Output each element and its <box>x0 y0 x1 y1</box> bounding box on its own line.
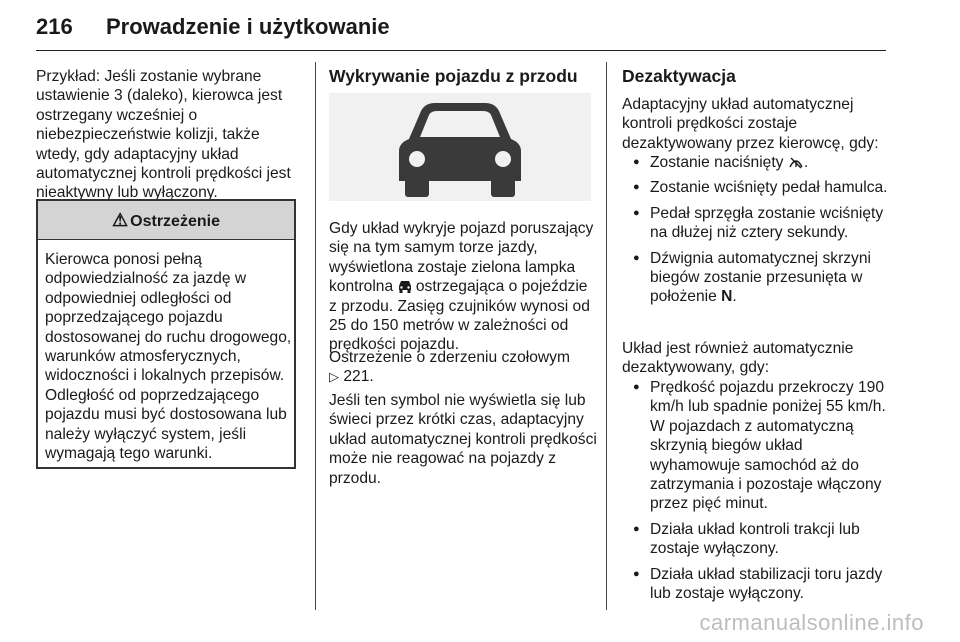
warning-triangle-icon: ⚠ <box>112 210 129 230</box>
list-item: ● Działa układ kontroli trakcji lub zostaje wyłączony. <box>622 520 890 559</box>
warning-header <box>38 201 294 240</box>
page-number: 216 <box>36 14 73 39</box>
warning-box <box>36 199 296 469</box>
list-item-text: Zostanie naciśnięty <box>650 154 784 171</box>
list-item <box>622 153 890 172</box>
list-item: ● Działa układ stabilizacji toru jazdy lub zostaje wyłączony. <box>622 565 890 604</box>
paragraph-symbol: Jeśli ten symbol nie wyświetla się lub świeci przez krótki czas, adaptacyjny układ automatycznej kontroli prędkości może nie reagować na pojazdy z przodu. <box>329 392 597 487</box>
gear-position-label: N <box>721 288 733 306</box>
deactivation-intro: Adaptacyjny układ automatycznej kontroli prędkości zostaje dezaktywowany przez kierowcę, gdy: <box>622 96 879 152</box>
section-heading-deactivation: Dezaktywacja <box>622 66 736 86</box>
auto-deactivation-list <box>622 378 890 609</box>
list-item-punct: . <box>803 154 809 171</box>
auto-deactivation-intro: Układ jest również automatycznie dezaktywowany, gdy: <box>622 340 854 377</box>
vehicle-ahead-figure <box>329 93 591 201</box>
collision-reference <box>329 348 597 387</box>
warning-title: Ostrzeżenie <box>130 213 220 230</box>
list-item: ● Zostanie wciśnięty pedał hamulca. <box>622 178 890 197</box>
page-reference-arrow-icon: ▷ <box>329 369 339 385</box>
driver-deactivation-list <box>622 153 890 313</box>
paragraph-detection <box>329 219 597 355</box>
list-item: ● Pedał sprzęgła zostanie wciśnięty na dłużej niż cztery sekundy. <box>622 204 890 243</box>
list-item-punct: . <box>732 288 737 306</box>
intro-paragraph: Przykład: Jeśli zostanie wybrane ustawienie 3 (daleko), kierowca jest ostrzegany wcześniej o niebezpieczeństwie kolizji, także wtedy, gdy adaptacyjny układ automatycznej kontroli prędkości jest nieaktywny lub wyłączony. <box>36 68 291 202</box>
vehicle-ahead-icon <box>398 280 412 293</box>
collision-reference-text: Ostrzeżenie o zderzeniu czołowym <box>329 349 570 366</box>
page-title: Prowadzenie i użytkowanie <box>106 14 390 39</box>
section-heading: Wykrywanie pojazdu z przodu <box>329 66 578 86</box>
column-divider <box>606 62 607 610</box>
paragraph-detection-part2: ostrzegająca o pojeździe z przodu. Zasięg czujników wynosi od 25 do 150 metrów w zależności od prędkości pojazdu. <box>329 278 590 354</box>
list-item: ● Prędkość pojazdu przekroczy 190 km/h lub spadnie poniżej 55 km/h. W pojazdach z automatyczną skrzynią biegów układ wyhamowuje samochód aż do zatrzymania i pozostaje włączony przez pięć minut. <box>622 378 890 514</box>
collision-reference-page[interactable]: 221. <box>343 368 374 386</box>
cruise-cancel-icon <box>788 157 804 169</box>
list-item-text: Dźwignia automatycznej skrzyni biegów zostanie przesunięta w położenie <box>650 249 871 306</box>
list-item <box>622 249 890 307</box>
watermark: carmanualsonline.info <box>699 610 924 635</box>
page-header <box>36 10 886 51</box>
vehicle-ahead-icon <box>329 93 591 201</box>
warning-text: Kierowca ponosi pełną odpowiedzialność za jazdę w odpowiedniej odległości od poprzedzającego pojazdu dostosowanej do ruchu drogowego, warunków atmosferycznych, widoczności i lokalnych przepisów. Odległość od poprzedzającego pojazdu musi być dostosowana lub należy wyłączyć system, jeśli wymagają tego warunki. <box>45 251 292 463</box>
paragraph-detection-part1: Gdy układ wykryje pojazd poruszający się na tym samym torze jazdy, wyświetlona zostaje zielona lampka kontrolna <box>329 220 594 296</box>
column-divider <box>315 62 316 610</box>
